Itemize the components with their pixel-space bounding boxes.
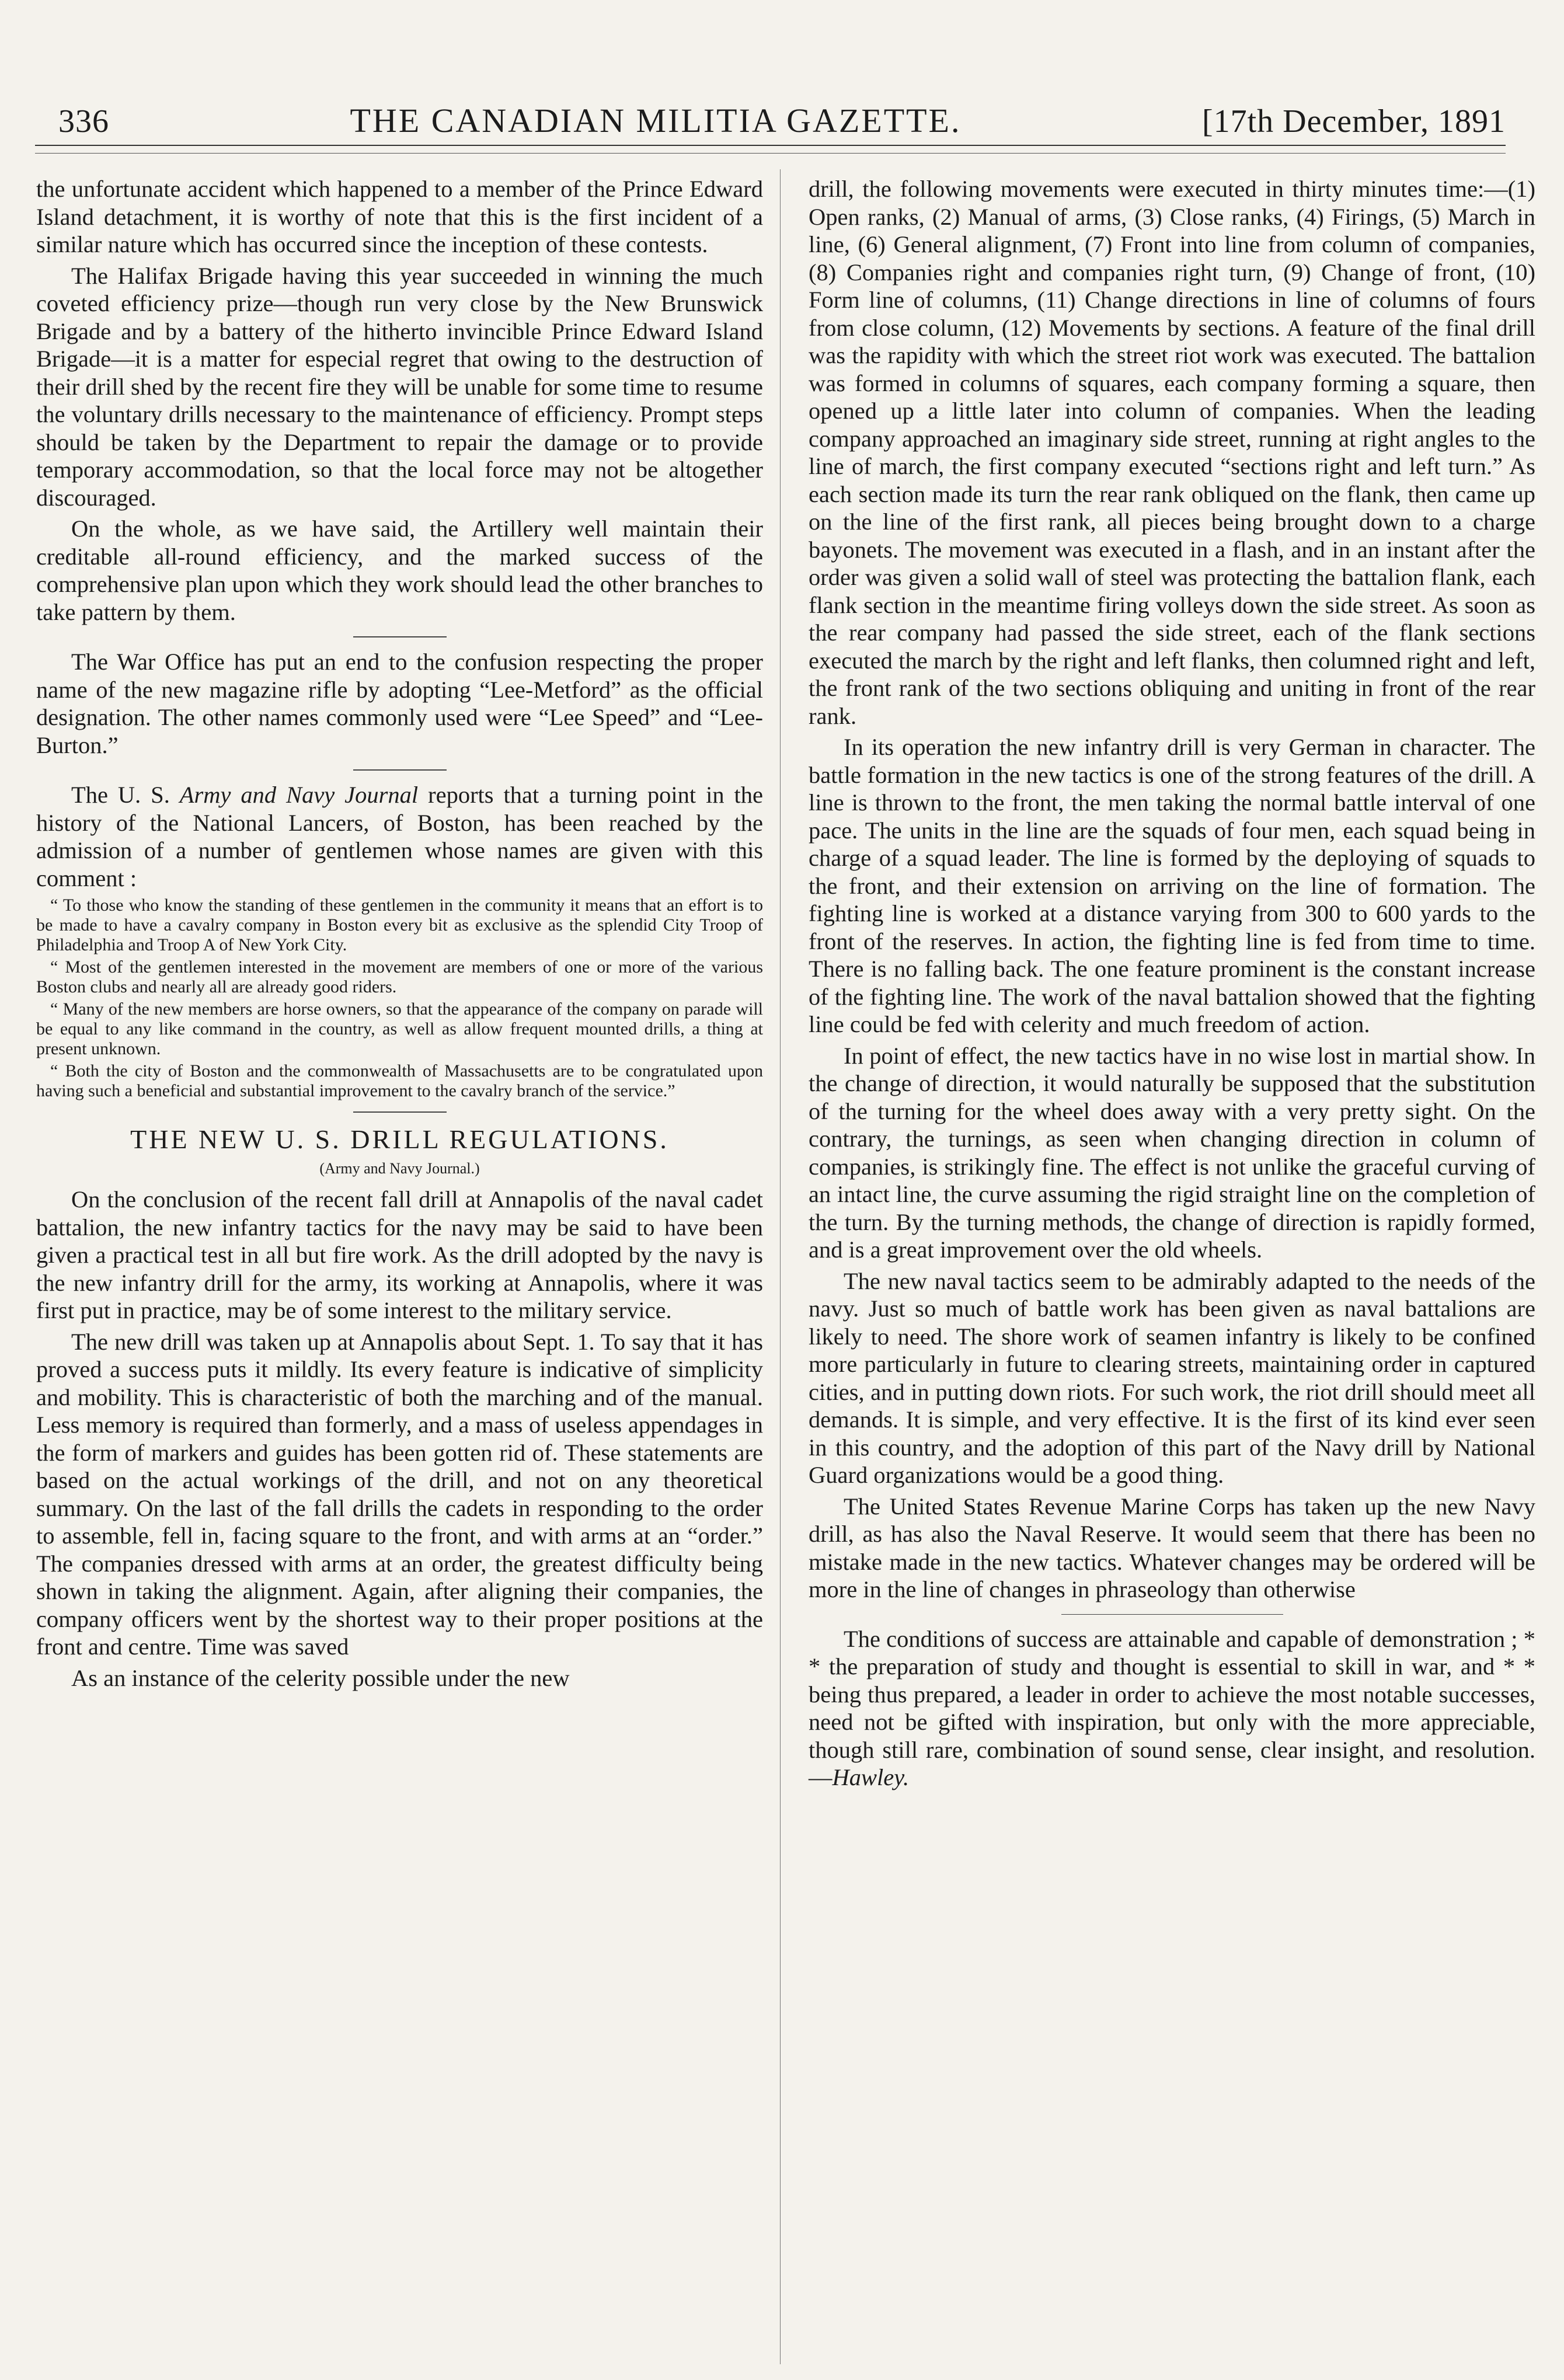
paragraph: The United States Revenue Marine Corps has taken up the new Navy drill, as has also the Naval Reserve. It would seem that there has been no mistake made in the new tactics. Whatever changes may be ordered will be more in the line of changes in phraseology than otherwise [809,1493,1535,1602]
paragraph: On the whole, as we have said, the Artillery well maintain their creditable all-round efficiency, and the marked success of the comprehensive plan upon which they work should lead the other branches to take pattern by them. [36,515,763,625]
paragraph: On the conclusion of the recent fall drill at Annapolis of the naval cadet battalion, the new infantry tactics for the navy may be said to have been given a practical test in all but fire work. As the drill adopted by the navy is the new infantry drill for the army, its working at Annapolis, where it was first put in practice, may be of some interest to the military service. [36,1186,763,1323]
paragraph [36,781,763,892]
right-column [809,175,1535,1795]
header-rule-thin [35,153,1506,154]
column-divider [780,169,781,2364]
issue-date: [17th December, 1891 [1201,103,1506,140]
quote-author: Hawley. [832,1764,910,1790]
paragraph [809,1625,1535,1792]
quotation-block [36,895,763,1101]
paragraph: The new naval tactics seem to be admirably adapted to the needs of the navy. Just so much of battle work has been given as naval battalions are likely to need. The shore work of seamen infantry is likely to be confined more particularly in future to clearing streets, maintaining order in captured cities, and in putting down riots. For such work, the riot drill should meet all demands. It is simple, and very effective. It is the first of its kind ever seen in this country, and the adoption of this part of the Navy drill by National Guard organizations would be a good thing. [809,1267,1535,1488]
text-run: The conditions of success are attainable and capable of demonstration ; * * the preparation of study and thought is essential to skill in war, and * * being thus prepared, a leader in order to achieve the most notable successes, need not be gifted with inspiration, but only with the more appreciable, though still rare, combination of sound sense, clear insight, and resolution.— [809,1625,1535,1790]
section-divider [1061,1614,1283,1615]
paragraph: drill, the following movements were executed in thirty minutes time:—(1) Open ranks, (2) Manual of arms, (3) Close ranks, (4) Firings, (5) March in line, (6) General alignment, (7) Front into line from column of companies, (8) Companies right and companies right turn, (9) Change of front, (10) Form line of columns, (11) Change directions in line of columns of fours from close column, (12) Movements by sections. A feature of the final drill was the rapidity with which the street riot work was executed. The battalion was formed in columns of squares, each company forming a square, then opened up a little later into column of companies. When the leading company approached an imaginary side street, running at right angles to the line of march, the first company executed “sections right and left turn.” As each section made its turn the rear rank obliqued on the flank, then came up on the line of the first rank, all pieces being brought down to a charge bayonets. The movement was executed in a flash, and in an instant after the order was given a solid wall of steel was protecting the battalion flank, each flank section in the meantime firing volleys down the side street. As soon as the rear company had passed the side street, each of the flank sections executed the march by the right and left flanks, then columned right and left, the front rank of the two sections obliquing and uniting in front of the rear rank. [809,176,1535,729]
page-number: 336 [58,103,109,140]
masthead-title: THE CANADIAN MILITIA GAZETTE. [350,102,962,140]
section-divider [353,636,447,637]
paragraph: In point of effect, the new tactics have in no wise lost in martial show. In the change of direction, it would naturally be supposed that the substitution of the turning for the wheel does away with a very pretty sight. On the contrary, the turnings, as seen when changing direction in column of companies, is strikingly fine. The effect is not unlike the graceful curving of an intact line, the curve assuming the rigid straight line on the completion of the turn. By the turning methods, the change of direction is rapidly formed, and is a great improvement over the old wheels. [809,1042,1535,1263]
quote-paragraph: “ Both the city of Boston and the commonwealth of Massachusetts are to be congratulated upon having such a beneficial and substantial improvement to the cavalry branch of the service.” [36,1061,763,1100]
paragraph: The new drill was taken up at Annapolis about Sept. 1. To say that it has proved a success puts it mildly. Its every feature is indicative of simplicity and mobility. This is characteristic of both the marching and of the manual. Less memory is required than formerly, and a mass of useless appendages in the form of markers and guides has been gotten rid of. These statements are based on the actual workings of the drill, and not on any theoretical summary. On the last of the fall drills the cadets in responding to the order to assemble, fell in, facing square to the front, and with arms at an “order.” The companies dressed with arms at an order, the greatest difficulty being shown in taking the alignment. Again, after aligning their companies, the company officers went by the shortest way to their proper positions at the front and centre. Time was saved [36,1328,763,1660]
journal-name: Army and Navy Journal [179,782,419,808]
paragraph: The Halifax Brigade having this year succeeded in winning the much coveted efficiency prize—though run very close by the New Brunswick Brigade and by a battery of the hitherto invincible Prince Edward Island Brigade—it is a matter for especial regret that owing to the destruction of their drill shed by the recent fire they will be unable for some time to resume the voluntary drills necessary to the maintenance of efficiency. Prompt steps should be taken by the Department to repair the damage or to provide temporary accommodation, so that the local force may not be altogether discouraged. [36,262,763,511]
section-title: THE NEW U. S. DRILL REGULATIONS. [130,1124,669,1154]
paragraph: In its operation the new infantry drill is very German in character. The battle formation in the new tactics is one of the strong features of the drill. A line is thrown to the front, the men taking the normal battle interval of one pace. The units in the line are the squads of four men, each squad being in charge of a squad leader. The line is formed by the deploying of squads to the front, and their extension on arriving on the line of formation. The fighting line is worked at a distance varying from 300 to 600 yards to the front of the reserves. In action, the fighting line is fed from time to time. There is no falling back. The one feature prominent is the constant increase of the fighting line. The work of the naval battalion showed that the fighting line could be fed with celerity and much freedom of action. [809,734,1535,1037]
quote-paragraph: “ To those who know the standing of these gentlemen in the community it means that an effort is to be made to have a cavalry company in Boston every bit as exclusive as the splendid City Troop of Philadelphia and Troop A of New York City. [36,895,763,954]
paragraph: As an instance of the celerity possible under the new [71,1664,570,1691]
quote-paragraph: “ Most of the gentlemen interested in the movement are members of one or more of the various Boston clubs and nearly all are already good riders. [36,957,763,996]
section-divider [353,769,447,771]
paragraph: the unfortunate accident which happened to a member of the Prince Edward Island detachment, it is worthy of note that this is the first incident of a similar nature which has occurred since the inception of these contests. [36,176,763,257]
paragraph: The War Office has put an end to the confusion respecting the proper name of the new magazine rifle by adopting “Lee-Metford” as the official designation. The other names commonly used were “Lee Speed” and “Lee-Burton.” [36,649,763,758]
page-header [58,88,1506,140]
header-rule [35,145,1506,146]
left-column [36,175,763,1695]
section-divider [353,1111,447,1113]
quote-paragraph: “ Many of the new members are horse owners, so that the appearance of the company on parade will be equal to any like command in the country, as well as allow frequent mounted drills, a thing at present unknown. [36,999,763,1058]
text-run: reports that a turning point in the history of the National Lancers, of Boston, has been reached by the admission of a number of gentlemen whose names are given with this comment : [36,782,763,891]
section-credit: (Army and Navy Journal.) [319,1159,480,1177]
text-run: The U. S. [71,782,180,808]
